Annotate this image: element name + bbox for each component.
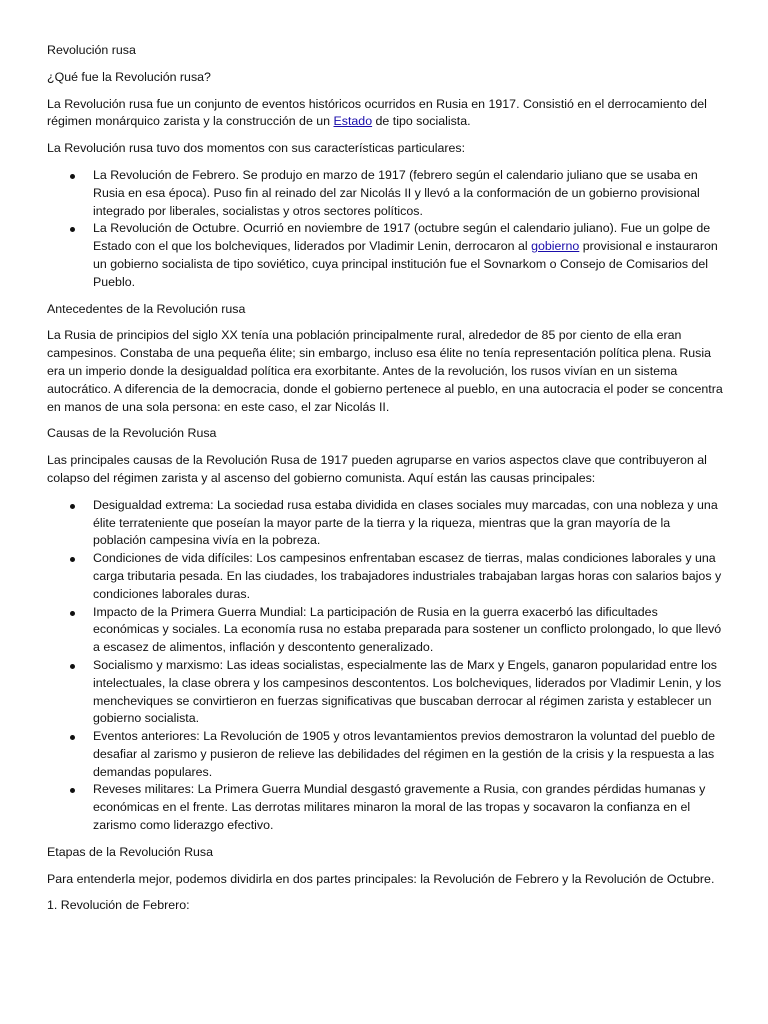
list-item: La Revolución de Febrero. Se produjo en marzo de 1917 (febrero según el calendario juliano que se usaba en Rusia en esa época). Puso fin al reinado del zar Nicolás II y llevó a la conformación de un gobierno provisional integrado por liberales, socialistas y otros sectores políticos. — [93, 167, 723, 220]
etapas-intro-paragraph: Para entenderla mejor, podemos dividirla en dos partes principales: la Revolución de Febrero y la Revolución de Octubre. — [47, 871, 715, 886]
intro-text-before: La Revolución rusa fue un conjunto de eventos históricos ocurridos en Rusia en 1917. Consistió en el derrocamiento del régimen monárquico zarista y la construcción de un — [47, 96, 707, 129]
causas-list — [47, 497, 723, 835]
moment2-text-after: provisional e instauraron un gobierno socialista de tipo soviético, cuya principal institución fue el Sovnarkom o Consejo de Comisarios del Pueblo. — [93, 239, 718, 289]
moments-intro-paragraph: La Revolución rusa tuvo dos momentos con sus características particulares: — [47, 141, 466, 156]
etapa1-heading: 1. Revolución de Febrero: — [47, 898, 190, 913]
causas-heading: Causas de la Revolución Rusa — [47, 426, 217, 441]
question-heading: ¿Qué fue la Revolución rusa? — [47, 69, 211, 84]
list-item: Condiciones de vida difíciles: Los campesinos enfrentaban escasez de tierras, malas condiciones laborales y una carga tributaria pesada. En las ciudades, los trabajadores industriales trabajaban largas horas con salarios bajos y condiciones laborales duras. — [93, 550, 723, 603]
etapas-heading: Etapas de la Revolución Rusa — [47, 844, 213, 859]
antecedentes-heading: Antecedentes de la Revolución rusa — [47, 301, 246, 316]
gobierno-link[interactable]: gobierno — [531, 239, 580, 254]
document-page — [47, 42, 723, 924]
intro-paragraph — [47, 96, 723, 132]
moment2-text-before: La Revolución de Octubre. Ocurrió en noviembre de 1917 (octubre según el calendario juliano). Fue un golpe de Estado con el que los bolcheviques, liderados por Vladimir Lenin, derrocaron al — [93, 221, 711, 254]
causas-intro-paragraph: Las principales causas de la Revolución Rusa de 1917 pueden agruparse en varios aspectos clave que contribuyeron al colapso del régimen zarista y al ascenso del gobierno comunista. Aquí están las causas principales: — [47, 453, 707, 485]
list-item: Desigualdad extrema: La sociedad rusa estaba dividida en clases sociales muy marcadas, con una nobleza y una élite terrateniente que poseían la mayor parte de la tierra y la riqueza, mientras que la gran mayoría de la población campesina vivía en la pobreza. — [93, 497, 723, 550]
list-item: Reveses militares: La Primera Guerra Mundial desgastó gravemente a Rusia, con grandes pérdidas humanas y económicas en el frente. Las derrotas militares minaron la moral de las tropas y socavaron la confianza en el zarismo como liderazgo efectivo. — [93, 781, 723, 834]
estado-link[interactable]: Estado — [333, 114, 373, 129]
list-item: Eventos anteriores: La Revolución de 1905 y otros levantamientos previos demostraron la voluntad del pueblo de desafiar al zarismo y pusieron de relieve las debilidades del régimen en la gestión de la crisis y la respuesta a las demandas populares. — [93, 728, 723, 781]
intro-text-after: de tipo socialista. — [372, 114, 471, 129]
list-item — [93, 220, 723, 291]
document-title: Revolución rusa — [47, 43, 136, 57]
list-item: Socialismo y marxismo: Las ideas socialistas, especialmente las de Marx y Engels, ganaron popularidad entre los intelectuales, la clase obrera y los campesinos descontentos. Los bolcheviques, liderados por Vladimir Lenin, y los mencheviques se convirtieron en fuerzas significativas que buscaban derrocar al régimen zarista y establecer un gobierno socialista. — [93, 657, 723, 728]
antecedentes-paragraph: La Rusia de principios del siglo XX tenía una población principalmente rural, alrededor de 85 por ciento de ella eran campesinos. Constaba de una pequeña élite; sin embargo, incluso esa élite no tenía representación política plena. Rusia era un imperio donde la desigualdad política era exorbitante. Antes de la revolución, los rusos vivían en un sistema autocrático. A diferencia de la democracia, donde el gobierno pertenece al pueblo, en una autocracia el poder se concentra en manos de una sola persona: en este caso, el zar Nicolás II. — [47, 328, 723, 414]
moments-list — [47, 167, 723, 292]
list-item: Impacto de la Primera Guerra Mundial: La participación de Rusia en la guerra exacerbó las dificultades económicas y sociales. La economía rusa no estaba preparada para sostener un conflicto prolongado, lo que llevó a escasez de alimentos, inflación y descontento generalizado. — [93, 604, 723, 657]
